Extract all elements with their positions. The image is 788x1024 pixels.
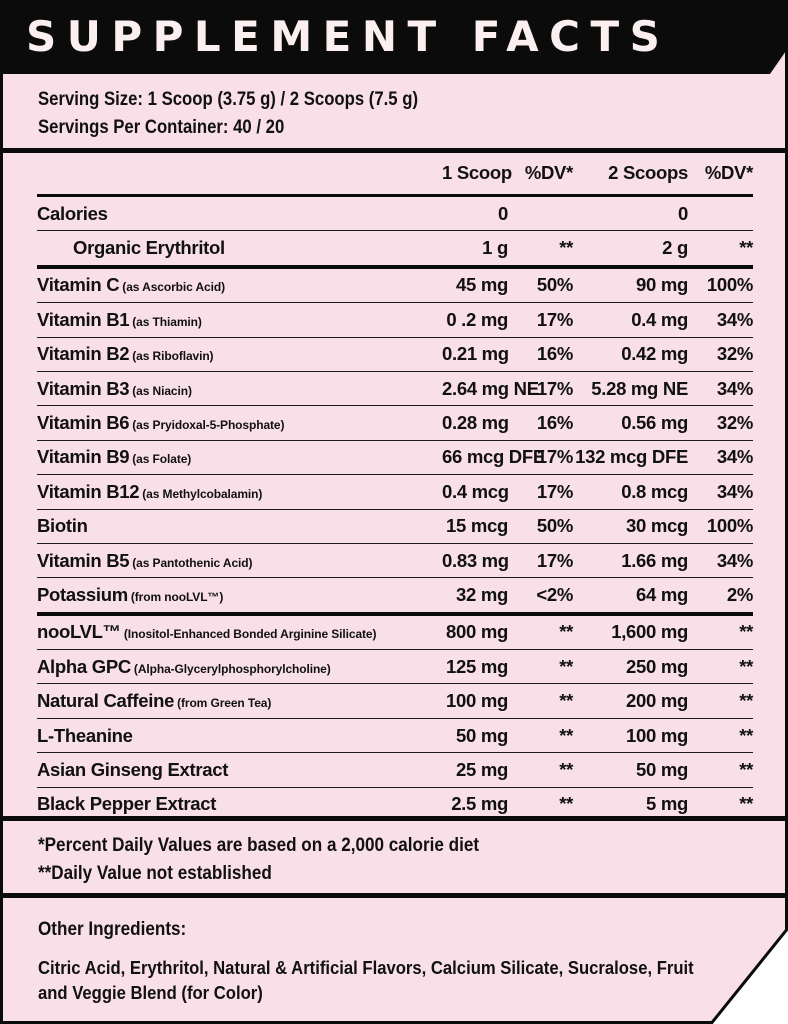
dv-2-scoops: **: [688, 231, 753, 267]
table-row: [37, 684, 753, 718]
ingredient-name: Black Pepper Extract: [37, 793, 217, 815]
table-header-row: [37, 152, 753, 196]
other-ingredients-text: Citric Acid, Erythritol, Natural & Artificial Flavors, Calcium Silicate, Sucralose, Fruit and Veggie Blend (for Color): [38, 957, 694, 1003]
dv-1-scoop: **: [559, 793, 573, 815]
column-header: 1 Scoop: [442, 152, 508, 196]
ingredient-name: Vitamin C: [37, 274, 120, 296]
table-row: [37, 543, 753, 577]
dv-1-scoop: 17%: [508, 440, 573, 474]
ingredient-name: nooLVL™: [37, 621, 121, 643]
facts-table: [37, 152, 753, 821]
table-row: [37, 406, 753, 440]
ingredient-name: Vitamin B2: [37, 343, 130, 365]
table-row: [37, 718, 753, 752]
dv-2-scoops: **: [688, 753, 753, 787]
amount-1-scoop: 45 mg: [442, 267, 508, 303]
divider: [0, 893, 788, 898]
amount-1-scoop: 0.28 mg: [442, 406, 508, 440]
dv-2-scoops: 100%: [688, 509, 753, 543]
dv-1-scoop: 16%: [508, 406, 573, 440]
amount-2-scoops: 30 mcg: [573, 509, 688, 543]
dv-1-scoop: 16%: [508, 337, 573, 371]
amount-2-scoops: 132 mcg DFE: [573, 440, 688, 474]
dv-2-scoops: **: [688, 718, 753, 752]
servings-per-container: Servings Per Container: 40 / 20: [38, 117, 285, 138]
ingredient-source: (as Ascorbic Acid): [122, 280, 225, 295]
dv-1-scoop: **: [508, 231, 573, 267]
dv-2-scoops: 2%: [688, 578, 753, 614]
amount-2-scoops: 0.42 mg: [573, 337, 688, 371]
table-row: [37, 371, 753, 405]
table-row: [37, 303, 753, 337]
dv-2-scoops: **: [688, 650, 753, 684]
dv-1-scoop: <2%: [508, 578, 573, 614]
table-row: [37, 614, 753, 650]
ingredient-name: Vitamin B9: [37, 446, 130, 468]
amount-1-scoop: 800 mg: [442, 614, 508, 650]
table-row: [37, 440, 753, 474]
ingredient-source: (as Niacin): [132, 383, 192, 398]
dv-1-scoop: 17%: [508, 303, 573, 337]
amount-1-scoop: 0.83 mg: [442, 543, 508, 577]
footnote-dv: *Percent Daily Values are based on a 2,000 calorie diet: [38, 835, 480, 856]
dv-1-scoop: 50%: [508, 509, 573, 543]
ingredient-name: Vitamin B5: [37, 549, 130, 571]
amount-2-scoops: 0.4 mg: [573, 303, 688, 337]
amount-2-scoops: 0: [573, 196, 688, 231]
panel-title: SUPPLEMENT FACTS: [26, 12, 671, 61]
column-header: %DV*: [508, 152, 573, 196]
ingredient-source: (from Green Tea): [177, 696, 272, 711]
dv-2-scoops: **: [739, 793, 753, 815]
amount-2-scoops: 100 mg: [573, 718, 688, 752]
ingredient-source: (Alpha-Glycerylphosphorylcholine): [133, 661, 331, 676]
column-header: %DV*: [688, 152, 753, 196]
ingredient-name: Alpha GPC: [37, 655, 131, 677]
ingredient-name: Vitamin B1: [37, 308, 130, 330]
ingredient-source: (as Riboflavin): [132, 349, 214, 364]
ingredient-name: Organic Erythritol: [73, 237, 225, 259]
ingredient-name: Vitamin B3: [37, 377, 130, 399]
dv-2-scoops: [688, 196, 753, 231]
dv-1-scoop: **: [508, 718, 573, 752]
amount-2-scoops: 90 mg: [573, 267, 688, 303]
column-header: 2 Scoops: [573, 152, 688, 196]
dv-1-scoop: **: [508, 650, 573, 684]
dv-2-scoops: 34%: [688, 475, 753, 509]
amount-1-scoop: 100 mg: [442, 684, 508, 718]
amount-2-scoops: 250 mg: [573, 650, 688, 684]
dv-1-scoop: **: [508, 614, 573, 650]
ingredient-source: (as Pantothenic Acid): [132, 555, 253, 570]
amount-1-scoop: 0.21 mg: [442, 337, 508, 371]
dv-2-scoops: 32%: [688, 337, 753, 371]
amount-1-scoop: 0.4 mcg: [442, 475, 508, 509]
amount-1-scoop: 0: [442, 196, 508, 231]
amount-1-scoop: 66 mcg DFE: [442, 440, 508, 474]
table-row: [37, 650, 753, 684]
table-row: [37, 753, 753, 787]
table-row: [37, 267, 753, 303]
table-row: [37, 475, 753, 509]
amount-2-scoops: 5.28 mg NE: [573, 371, 688, 405]
ingredient-name: Asian Ginseng Extract: [37, 758, 229, 780]
table-row: [37, 337, 753, 371]
amount-2-scoops: 0.8 mcg: [573, 475, 688, 509]
amount-2-scoops: 50 mg: [573, 753, 688, 787]
ingredient-source: (as Thiamin): [132, 314, 202, 329]
amount-2-scoops: 0.56 mg: [573, 406, 688, 440]
dv-2-scoops: 34%: [688, 303, 753, 337]
footnotes: [38, 832, 479, 888]
amount-1-scoop: 15 mcg: [442, 509, 508, 543]
dv-2-scoops: 32%: [688, 406, 753, 440]
amount-1-scoop: 2.64 mg NE: [442, 371, 508, 405]
dv-1-scoop: 17%: [508, 475, 573, 509]
table-row: [37, 509, 753, 543]
table-row: [37, 231, 753, 267]
serving-size: Serving Size: 1 Scoop (3.75 g) / 2 Scoops (7.5 g): [38, 89, 419, 110]
amount-1-scoop: 50 mg: [442, 718, 508, 752]
dv-1-scoop: **: [508, 684, 573, 718]
dv-1-scoop: 50%: [508, 267, 573, 303]
ingredient-name: Vitamin B6: [37, 412, 130, 434]
amount-1-scoop: 32 mg: [442, 578, 508, 614]
amount-2-scoops: 200 mg: [573, 684, 688, 718]
amount-2-scoops: 1.66 mg: [573, 543, 688, 577]
ingredient-source: (from nooLVL™): [130, 589, 224, 604]
other-ingredients-label: Other Ingredients:: [38, 919, 187, 940]
ingredient-name: Potassium: [37, 583, 128, 605]
ingredient-source: (Inositol-Enhanced Bonded Arginine Silicate): [123, 627, 377, 642]
ingredient-source: (as Folate): [132, 452, 192, 467]
amount-1-scoop: 25 mg: [442, 753, 508, 787]
dv-1-scoop: 17%: [508, 371, 573, 405]
amount-1-scoop: 2.5 mg: [451, 793, 508, 815]
amount-2-scoops: 2 g: [573, 231, 688, 267]
ingredient-name: Biotin: [37, 515, 88, 537]
table-row: [37, 196, 753, 231]
amount-1-scoop: 1 g: [442, 231, 508, 267]
ingredient-name: Calories: [37, 202, 108, 224]
table-row: [37, 578, 753, 614]
ingredient-name: Natural Caffeine: [37, 690, 175, 712]
amount-2-scoops: 5 mg: [646, 793, 688, 815]
dv-1-scoop: 17%: [508, 543, 573, 577]
amount-2-scoops: 1,600 mg: [573, 614, 688, 650]
ingredient-source: (as Methylcobalamin): [142, 486, 263, 501]
dv-1-scoop: [508, 196, 573, 231]
amount-2-scoops: 64 mg: [573, 578, 688, 614]
footnote-not-established: **Daily Value not established: [38, 863, 272, 884]
amount-1-scoop: 0 .2 mg: [442, 303, 508, 337]
serving-info: [38, 86, 418, 142]
divider: [0, 816, 788, 821]
ingredient-name: Vitamin B12: [37, 480, 140, 502]
ingredient-name: L-Theanine: [37, 724, 133, 746]
dv-2-scoops: 34%: [688, 440, 753, 474]
dv-2-scoops: 34%: [688, 543, 753, 577]
amount-1-scoop: 125 mg: [442, 650, 508, 684]
ingredient-source: (as Pryidoxal-5-Phosphate): [132, 418, 285, 433]
dv-2-scoops: **: [688, 614, 753, 650]
dv-2-scoops: 100%: [688, 267, 753, 303]
dv-2-scoops: 34%: [688, 371, 753, 405]
dv-2-scoops: **: [688, 684, 753, 718]
dv-1-scoop: **: [508, 753, 573, 787]
